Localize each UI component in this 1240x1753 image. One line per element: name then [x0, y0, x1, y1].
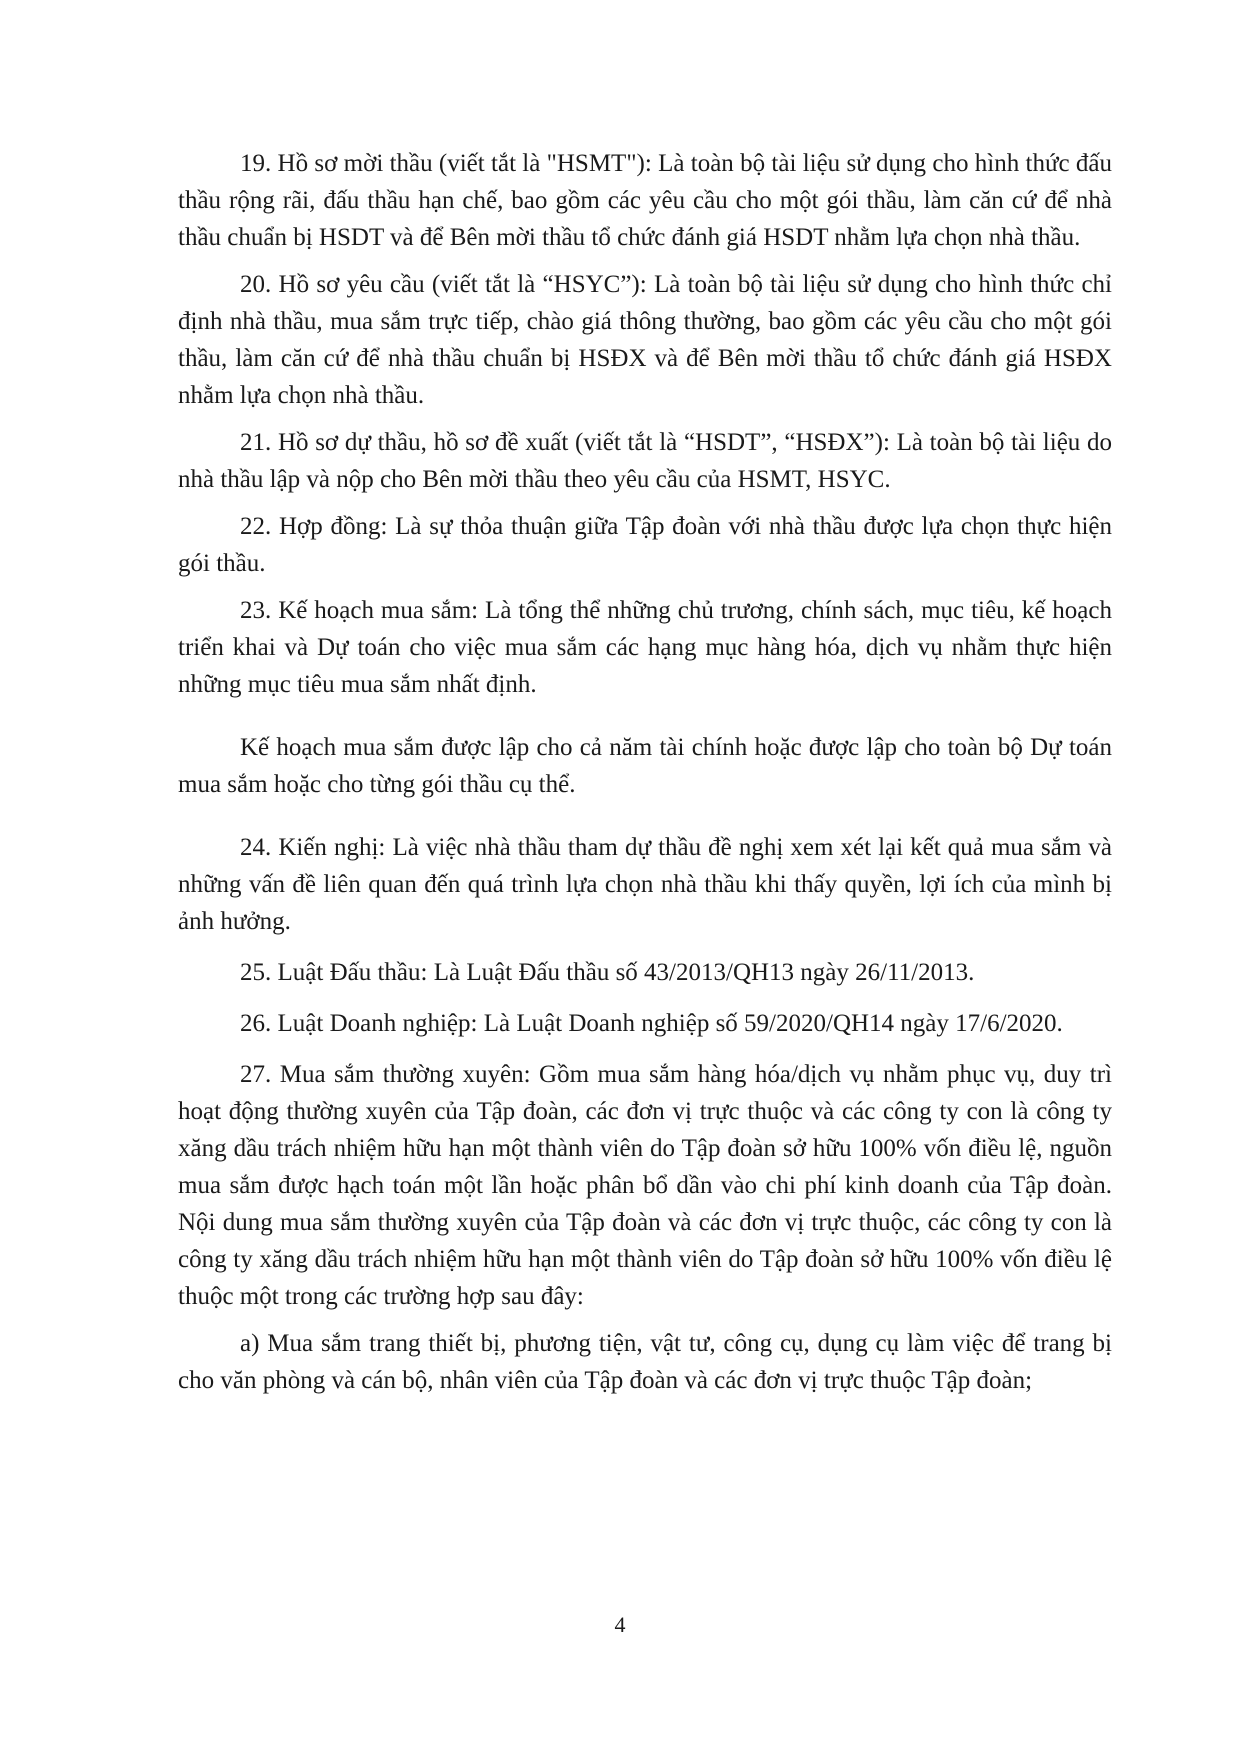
paragraph-21-hsdt-hsdx: 21. Hồ sơ dự thầu, hồ sơ đề xuất (viết tắt là “HSDT”, “HSĐX”): Là toàn bộ tài liệu do nhà thầu lập và nộp cho Bên mời thầu theo yêu cầu của HSMT, HSYC. [178, 429, 1112, 493]
paragraph-22-hop-dong: 22. Hợp đồng: Là sự thỏa thuận giữa Tập đoàn với nhà thầu được lựa chọn thực hiện gói thầu. [178, 513, 1112, 577]
paragraph-19-hsmt: 19. Hồ sơ mời thầu (viết tắt là "HSMT"): Là toàn bộ tài liệu sử dụng cho hình thức đấu thầu rộng rãi, đấu thầu hạn chế, bao gồm các yêu cầu cho một gói thầu, làm căn cứ để nhà thầu chuẩn bị HSDT và để Bên mời thầu tổ chức đánh giá HSDT nhằm lựa chọn nhà thầu. [178, 150, 1112, 251]
paragraph-20-hsyc: 20. Hồ sơ yêu cầu (viết tắt là “HSYC”): Là toàn bộ tài liệu sử dụng cho hình thức chỉ định nhà thầu, mua sắm trực tiếp, chào giá thông thường, bao gồm các yêu cầu cho một gói thầu, làm căn cứ để nhà thầu chuẩn bị HSĐX và để Bên mời thầu tổ chức đánh giá HSĐX nhằm lựa chọn nhà thầu. [178, 271, 1112, 409]
document-body [178, 145, 1112, 1399]
paragraph-27-mua-sam-thuong-xuyen: 27. Mua sắm thường xuyên: Gồm mua sắm hàng hóa/dịch vụ nhằm phục vụ, duy trì hoạt động thường xuyên của Tập đoàn, các đơn vị trực thuộc và các công ty con là công ty xăng dầu trách nhiệm hữu hạn một thành viên do Tập đoàn sở hữu 100% vốn điều lệ, nguồn mua sắm được hạch toán một lần hoặc phân bổ dần vào chi phí kinh doanh của Tập đoàn. Nội dung mua sắm thường xuyên của Tập đoàn và các đơn vị trực thuộc, các công ty con là công ty xăng dầu trách nhiệm hữu hạn một thành viên do Tập đoàn sở hữu 100% vốn điều lệ thuộc một trong các trường hợp sau đây: [178, 1061, 1112, 1310]
page-number: 4 [614, 1612, 626, 1637]
paragraph-25-luat-dau-thau: 25. Luật Đấu thầu: Là Luật Đấu thầu số 43/2013/QH13 ngày 26/11/2013. [240, 959, 975, 986]
paragraph-27a: a) Mua sắm trang thiết bị, phương tiện, vật tư, công cụ, dụng cụ làm việc để trang bị cho văn phòng và cán bộ, nhân viên của Tập đoàn và các đơn vị trực thuộc Tập đoàn; [178, 1330, 1112, 1394]
paragraph-24-kien-nghi: 24. Kiến nghị: Là việc nhà thầu tham dự thầu đề nghị xem xét lại kết quả mua sắm và những vấn đề liên quan đến quá trình lựa chọn nhà thầu khi thấy quyền, lợi ích của mình bị ảnh hưởng. [178, 834, 1112, 935]
paragraph-ke-hoach-mua-sam-note: Kế hoạch mua sắm được lập cho cả năm tài chính hoặc được lập cho toàn bộ Dự toán mua sắm hoặc cho từng gói thầu cụ thể. [178, 734, 1112, 798]
paragraph-26-luat-doanh-nghiep: 26. Luật Doanh nghiệp: Là Luật Doanh nghiệp số 59/2020/QH14 ngày 17/6/2020. [240, 1010, 1063, 1037]
paragraph-23-ke-hoach-mua-sam: 23. Kế hoạch mua sắm: Là tổng thể những chủ trương, chính sách, mục tiêu, kế hoạch triển khai và Dự toán cho việc mua sắm các hạng mục hàng hóa, dịch vụ nhằm thực hiện những mục tiêu mua sắm nhất định. [178, 597, 1112, 698]
